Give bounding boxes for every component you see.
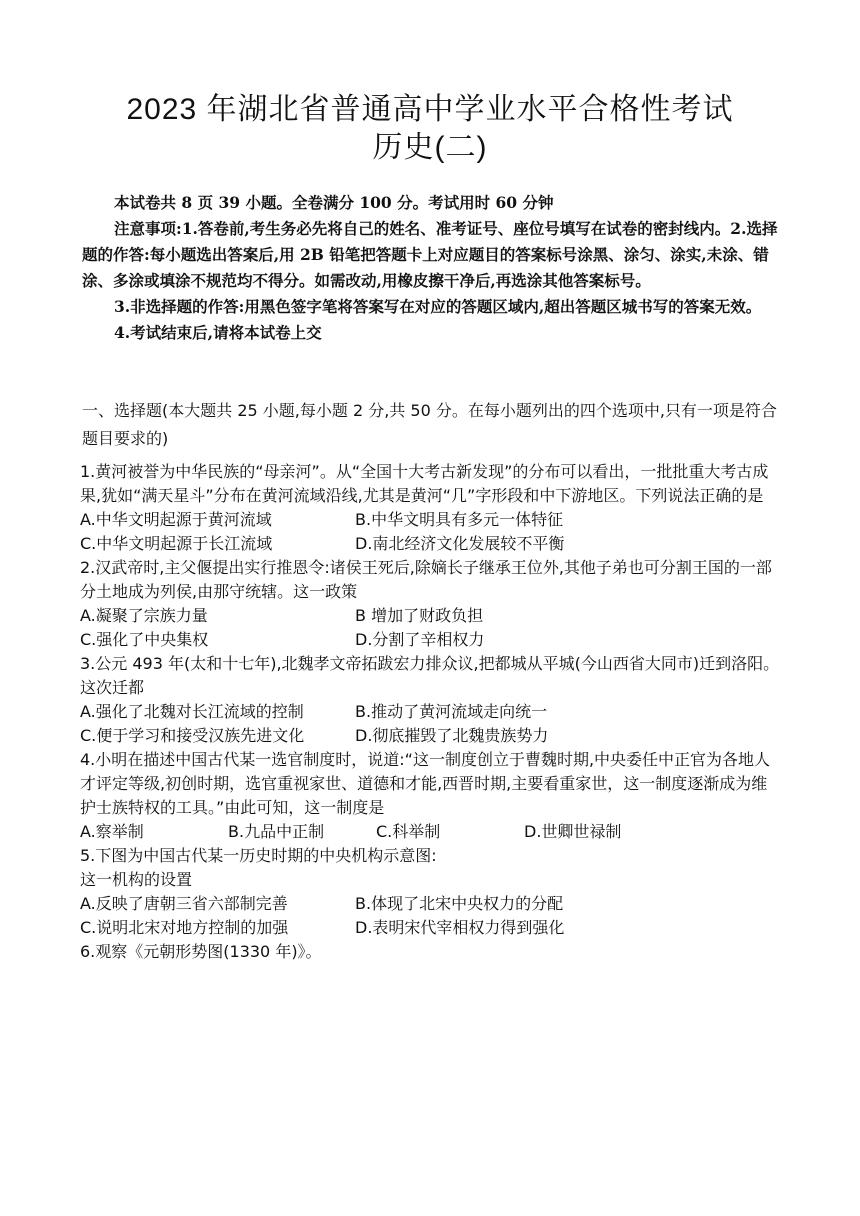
option-a: A.中华文明起源于黄河流域 — [80, 510, 272, 529]
exam-instructions — [82, 190, 782, 346]
exam-subtitle: 历史(二) — [372, 131, 488, 164]
section-heading — [82, 397, 782, 453]
option-d: D.分割了辛相权力 — [355, 630, 485, 649]
exam-info-line: 本试卷共 8 页 39 小题。全卷满分 100 分。考试用时 60 分钟 — [114, 193, 554, 212]
option-b: B.中华文明具有多元一体特征 — [355, 510, 564, 529]
instruction-paragraph: 3.非选择题的作答:用黑色签字笔将答案写在对应的答题区域内,超出答题区城书写的答案无效。 — [114, 297, 762, 316]
option-a: A.凝聚了宗族力量 — [80, 606, 208, 625]
option-a: A.反映了唐朝三省六部制完善 — [80, 894, 288, 913]
option-c: C.科举制 — [376, 822, 441, 841]
question-list — [80, 460, 782, 964]
option-row — [80, 820, 782, 844]
exam-title: 2023 年湖北省普通高中学业水平合格性考试 — [126, 93, 734, 126]
option-b: B.九品中正制 — [228, 822, 325, 841]
question-stem: 1.黄河被誉为中华民族的“母亲河”。从“全国十大考古新发现”的分布可以看出，一批批重大考古成果,犹如“满天星斗”分布在黄河流域沿线,尤其是黄河“几”字形段和中下游地区。下列说法正确的是 — [80, 462, 769, 505]
option-d: D.世卿世禄制 — [524, 822, 622, 841]
option-d: D.彻底摧毁了北魏贵族势力 — [355, 726, 549, 745]
instruction-paragraph: 4.考试结束后,请将本试卷上交 — [114, 323, 322, 342]
option-d: D.南北经济文化发展较不平衡 — [355, 534, 565, 553]
option-row — [80, 532, 782, 556]
option-row — [80, 508, 782, 532]
option-row — [80, 916, 782, 940]
option-a: A.察举制 — [80, 822, 144, 841]
option-row — [80, 604, 782, 628]
question-stem: 2.汉武帝时,主父偃提出实行推恩令:诸侯王死后,除嫡长子继承王位外,其他子弟也可分割王国的一部分土地成为列侯,由那守统辖。这一政策 — [80, 558, 772, 601]
option-d: D.表明宋代宰相权力得到强化 — [355, 918, 565, 937]
question-stem: 3.公元 493 年(太和十七年),北魏孝文帝拓跋宏力排众议,把都城从平城(今山西省大同市)迁到洛阳。这次迁都 — [80, 654, 780, 697]
option-c: C.中华文明起源于长江流域 — [80, 534, 273, 553]
question-stem: 6.观察《元朝形势图(1330 年)》。 — [80, 942, 322, 961]
section-heading-text: 一、选择题(本大题共 25 小题,每小题 2 分,共 50 分。在每小题列出的四个选项中,只有一项是符合题目要求的) — [82, 401, 777, 448]
option-row — [80, 628, 782, 652]
option-c: C.说明北宋对地方控制的加强 — [80, 918, 289, 937]
option-c: C.便于学习和接受汉族先进文化 — [80, 726, 305, 745]
instruction-paragraph: 注意事项:1.答卷前,考生务必先将自己的姓名、准考证号、座位号填写在试卷的密封线内。2.选择题的作答:每小题选出答案后,用 2B 铅笔把答题卡上对应题目的答案标号涂黑、涂匀、涂实,未涂、错涂、多涂或填涂不规范均不得分。如需改动,用橡皮擦干净后,再选涂其他答案标号。 — [82, 219, 778, 290]
option-b: B.体现了北宋中央权力的分配 — [355, 894, 564, 913]
option-a: A.强化了北魏对长江流域的控制 — [80, 702, 304, 721]
option-row — [80, 724, 782, 748]
option-c: C.强化了中央集权 — [80, 630, 209, 649]
option-row — [80, 700, 782, 724]
option-row — [80, 892, 782, 916]
question-stem: 4.小明在描述中国古代某一选官制度时，说道:“这一制度创立于曹魏时期,中央委任中正官为各地人才评定等级,初创时期，选官重视家世、道德和才能,西晋时期,主要看重家世，这一制度逐渐成为维护士族特权的工具。”由此可知，这一制度是 — [80, 750, 771, 817]
option-b: B.推动了黄河流域走向统一 — [355, 702, 548, 721]
option-b: B 增加了财政负担 — [355, 606, 484, 625]
question-stem-continuation: 这一机构的设置 — [80, 870, 193, 889]
question-stem: 5.下图为中国古代某一历史时期的中央机构示意图: — [80, 846, 437, 865]
